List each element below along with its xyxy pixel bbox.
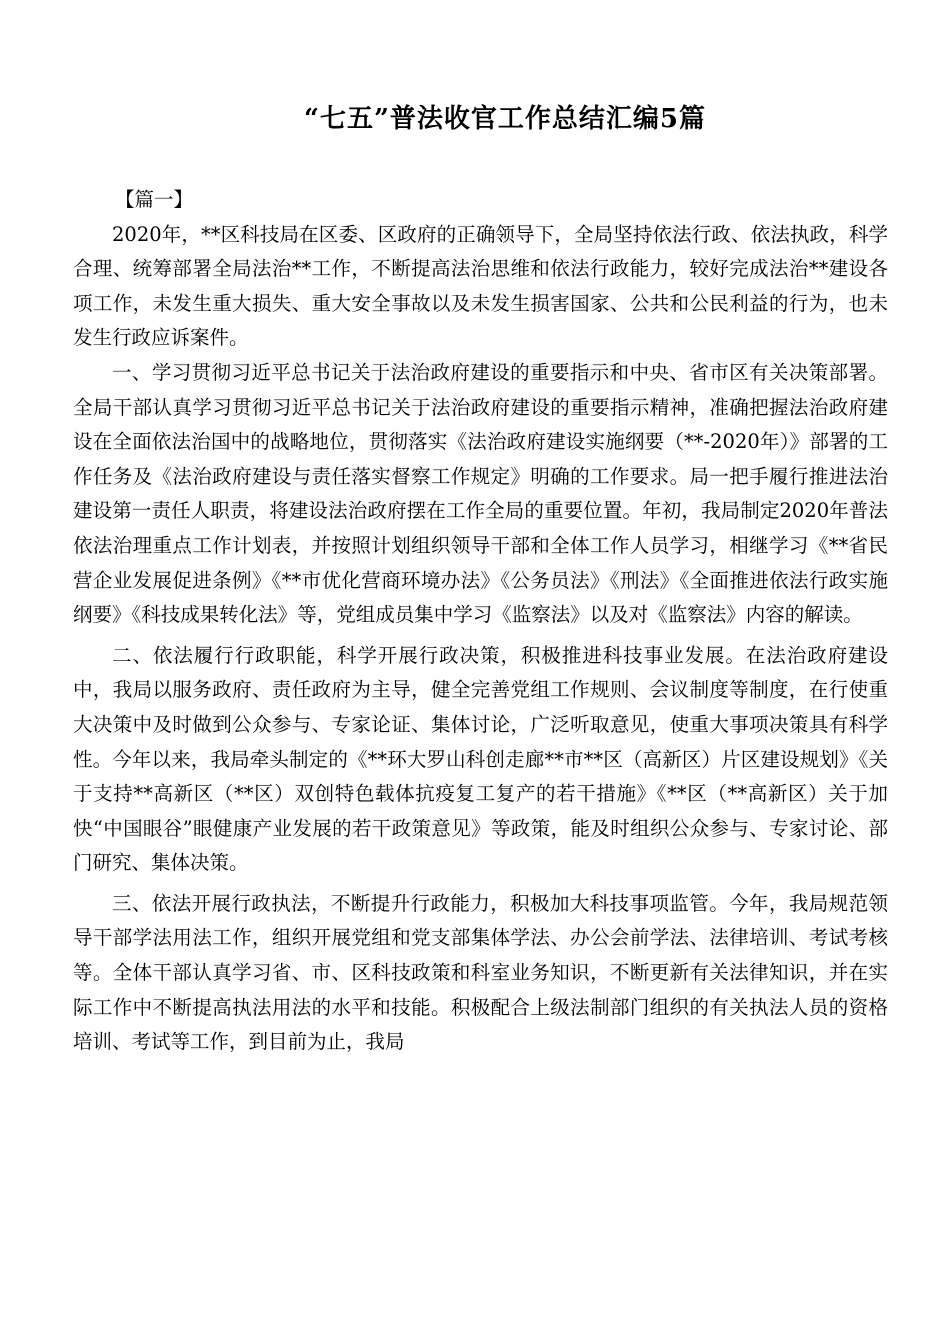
section-heading: 【篇一】 [115,188,194,211]
document-body [73,183,888,1060]
document-title: “七五”普法收官工作总结汇编5篇 [303,104,706,134]
paragraph-section-1: 一、学习贯彻习近平总书记关于法治政府建设的重要指示和中央、省市区有关决策部署。全局干部认真学习贯彻习近平总书记关于法治政府建设的重要指示精神，准确把握法治政府建设在全面依法治国中的战略地位，贯彻落实《法治政府建设实施纲要（**-2020年）》部署的工作任务及《法治政府建设与责任落实督察工作规定》明确的工作要求。局一把手履行推进法治建设第一责任人职责，将建设法治政府摆在工作全局的重要位置。年初，我局制定2020年普法依法治理重点工作计划表，并按照计划组织领导干部和全体工作人员学习，相继学习《**省民营企业发展促进条例》《**市优化营商环境办法》《公务员法》《刑法》《全面推进依法行政实施纲要》《科技成果转化法》等，党组成员集中学习《监察法》以及对《监察法》内容的解读。 [73,360,888,627]
paragraph-section-3: 三、依法开展行政执法，不断提升行政能力，积极加大科技事项监管。今年，我局规范领导干部学法用法工作，组织开展党组和党支部集体学法、办公会前学法、法律培训、考试考核等。全体干部认真学习省、市、区科技政策和科室业务知识，不断更新有关法律知识，并在实际工作中不断提高执法用法的水平和技能。积极配合上级法制部门组织的有关执法人员的资格培训、考试等工作，到目前为止，我局 [73,891,888,1054]
paragraph-intro: 2020年，**区科技局在区委、区政府的正确领导下，全局坚持依法行政、依法执政，科学合理、统筹部署全局法治**工作，不断提高法治思维和依法行政能力，较好完成法治**建设各项工作，未发生重大损失、重大安全事故以及未发生损害国家、公共和公民利益的行为，也未发生行政应诉案件。 [73,222,888,350]
paragraph-section-2: 二、依法履行行政职能，科学开展行政决策，积极推进科技事业发展。在法治政府建设中，我局以服务政府、责任政府为主导，健全完善党组工作规则、会议制度等制度，在行使重大决策中及时做到公众参与、专家论证、集体讨论，广泛听取意见，使重大事项决策具有科学性。今年以来，我局牵头制定的《**环大罗山科创走廊**市**区（高新区）片区建设规划》《关于支持**高新区（**区）双创特色载体抗疫复工复产的若干措施》《**区（**高新区）关于加快“中国眼谷”眼健康产业发展的若干政策意见》等政策，能及时组织公众参与、专家讨论、部门研究、集体决策。 [73,643,888,875]
